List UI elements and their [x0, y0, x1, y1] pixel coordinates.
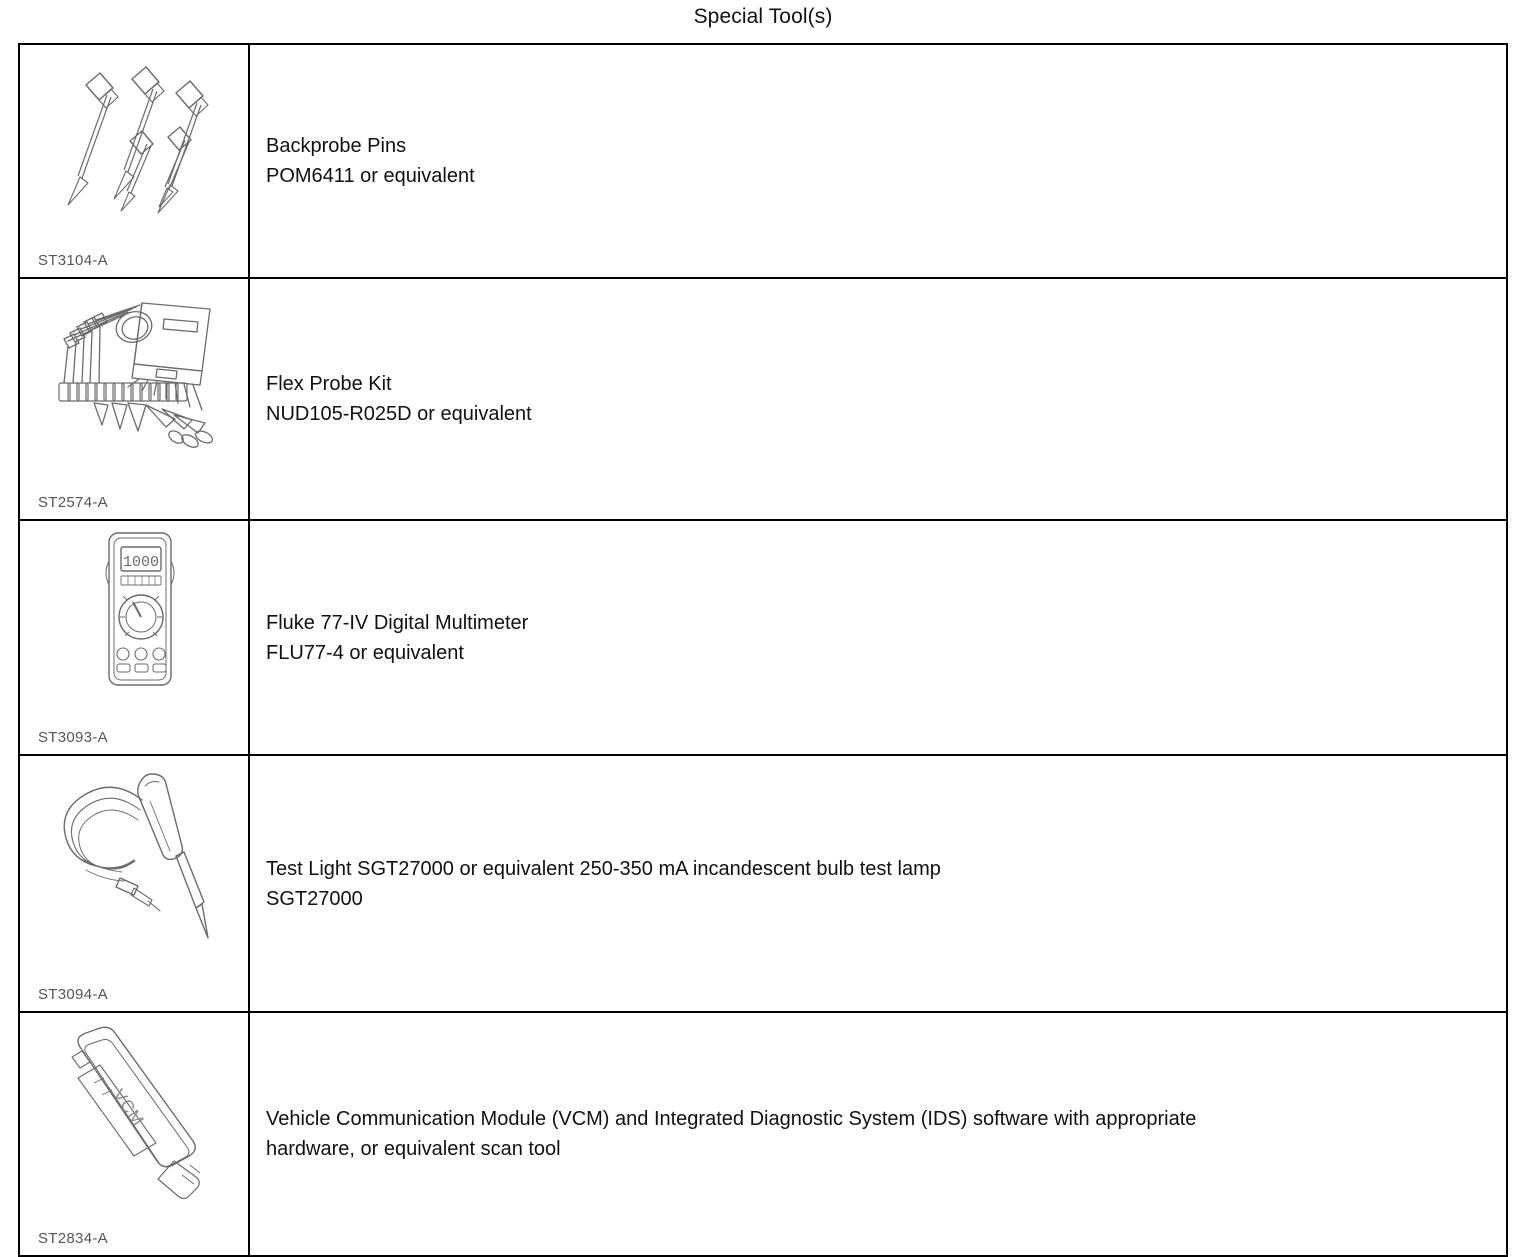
table-row: [19, 44, 1507, 278]
table-row: [19, 1012, 1507, 1256]
tool-description-cell: [249, 520, 1507, 755]
table-row: [19, 278, 1507, 520]
special-tools-table: [18, 43, 1508, 1257]
multimeter-display-value: 1000: [122, 554, 160, 571]
tool-name: Backprobe Pins: [266, 135, 407, 157]
tool-description-cell: [249, 44, 1507, 278]
tool-description-cell: [249, 1012, 1507, 1256]
table-row: [19, 520, 1507, 755]
digital-multimeter-illustration: [24, 521, 244, 711]
tool-image-cell: [19, 278, 249, 520]
tool-part-number: FLU77-4 or equivalent: [266, 641, 464, 664]
backprobe-pins-illustration: [24, 45, 244, 230]
art-code: ST3104-A: [38, 252, 108, 269]
tool-part-number: SGT27000: [266, 887, 363, 910]
tool-name: Test Light SGT27000 or equivalent 250-350 mA incandescent bulb test lamp: [266, 857, 941, 880]
flex-probe-kit-illustration: [24, 279, 244, 474]
tool-description-cell: [249, 278, 1507, 520]
table-row: [19, 755, 1507, 1012]
tool-image-cell: [19, 755, 249, 1012]
vehicle-communication-module-illustration: [24, 1013, 244, 1208]
tool-name: Fluke 77-IV Digital Multimeter: [266, 611, 529, 634]
page-title: Special Tool(s): [693, 5, 833, 28]
tool-name-continued: hardware, or equivalent scan tool: [266, 1138, 561, 1160]
tool-image-cell: [19, 44, 249, 278]
tool-image-cell: [19, 1012, 249, 1256]
tool-name: Vehicle Communication Module (VCM) and Integrated Diagnostic System (IDS) software with appropriate: [266, 1108, 1197, 1130]
tool-part-number: NUD105-R025D or equivalent: [266, 403, 532, 425]
art-code: ST3093-A: [38, 729, 108, 746]
test-light-illustration: [24, 756, 244, 961]
tool-part-number: POM6411 or equivalent: [266, 165, 475, 187]
art-code: ST2834-A: [38, 1230, 108, 1247]
tool-image-cell: [19, 520, 249, 755]
art-code: ST2574-A: [38, 494, 108, 511]
art-code: ST3094-A: [38, 986, 108, 1003]
svg-text:VCM: VCM: [109, 1085, 148, 1130]
tool-name: Flex Probe Kit: [266, 373, 392, 395]
tool-description-cell: [249, 755, 1507, 1012]
